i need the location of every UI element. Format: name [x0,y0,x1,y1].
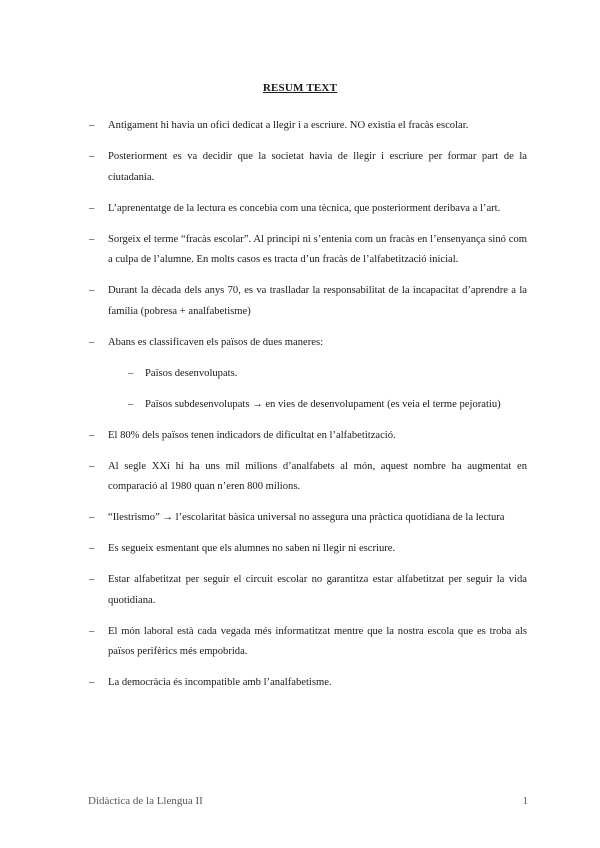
list-item-text: El món laboral està cada vegada més informatitzat mentre que la nostra escola que es troba als països perifèrics més empobrida. [108,625,527,657]
list-item-text: Antigament hi havia un ofici dedicat a llegir i a escriure. NO existia el fracàs escolar. [108,120,469,131]
list-item-text: El 80% dels països tenen indicadors de dificultat en l’alfabetització. [108,429,396,441]
dash-bullet: – [89,543,95,554]
list-item-text: Sorgeix el terme “fracàs escolar”. Al principi ni s’entenia com un fracàs en l’ensenyança sinó com a culpa de l’alumne. En molts casos es tracta d’un fracàs de l’alfabetització inicial. [108,233,527,265]
list-item [0,508,600,529]
list-item-text: Posteriorment es va decidir que la societat havia de llegir i escriure per formar part de la ciutadania. [108,151,527,183]
list-item-text: “Ilestrismo” → l’escolaritat bàsica universal no assegura una pràctica quotidiana de la lectura [108,512,505,523]
list-item [0,457,600,498]
list-item [0,539,600,560]
list-item-text: L’aprenentatge de la lectura es concebia com una tècnica, que posteriorment deribava a l’art. [108,202,501,214]
dash-bullet: – [89,120,95,131]
list-item-text: Durant la dècada dels anys 70, es va traslladar la responsabilitat de la incapacitat d’aprendre a la família (pobresa + analfabetisme) [108,285,527,317]
footer-page-number: 1 [522,795,528,807]
list-item [0,281,600,322]
list-item [0,570,600,611]
bullet-list [0,116,600,704]
list-item [0,116,600,137]
dash-bullet: – [89,574,95,585]
list-item-text: La democràcia és incompatible amb l’analfabetisme. [108,677,332,688]
dash-bullet: – [89,233,95,245]
dash-bullet: – [128,398,134,410]
dash-bullet: – [89,151,95,162]
list-item [0,426,600,447]
list-item-text: Estar alfabetitzat per seguir el circuit escolar no garantitza estar alfabetitzat per seguir la vida quotidiana. [108,574,527,606]
dash-bullet: – [89,677,95,688]
list-item-text: Al segle XXi hi ha uns mil milions d’analfabets al món, aquest nombre ha augmentat en comparació al 1980 quan n’eren 800 milions. [108,460,527,492]
list-item [0,673,600,694]
dash-bullet: – [89,202,95,214]
dash-bullet: – [89,336,95,348]
document-title: RESUM TEXT [262,82,338,94]
footer-course-name: Didàctica de la Llengua II [88,795,203,807]
dash-bullet: – [89,285,95,296]
dash-bullet: – [89,512,95,523]
list-item-text: Es segueix esmentant que els alumnes no saben ni llegir ni escriure. [108,543,396,554]
dash-bullet: – [89,429,95,441]
list-item [0,230,600,271]
dash-bullet: – [89,460,95,472]
sub-list-item-text: Països subdesenvolupats → en vies de desenvolupament (es veia el terme pejoratiu) [145,398,501,410]
sub-list-item-text: Països desenvolupats. [145,367,238,379]
sub-list-item [0,364,600,385]
list-item-text: Abans es classificaven els països de dues maneres: [108,336,324,348]
dash-bullet: – [89,625,95,637]
list-item [0,199,600,220]
list-item [0,147,600,188]
list-item [0,622,600,663]
list-item [0,333,600,354]
sub-list-item [0,395,600,416]
dash-bullet: – [128,367,134,379]
